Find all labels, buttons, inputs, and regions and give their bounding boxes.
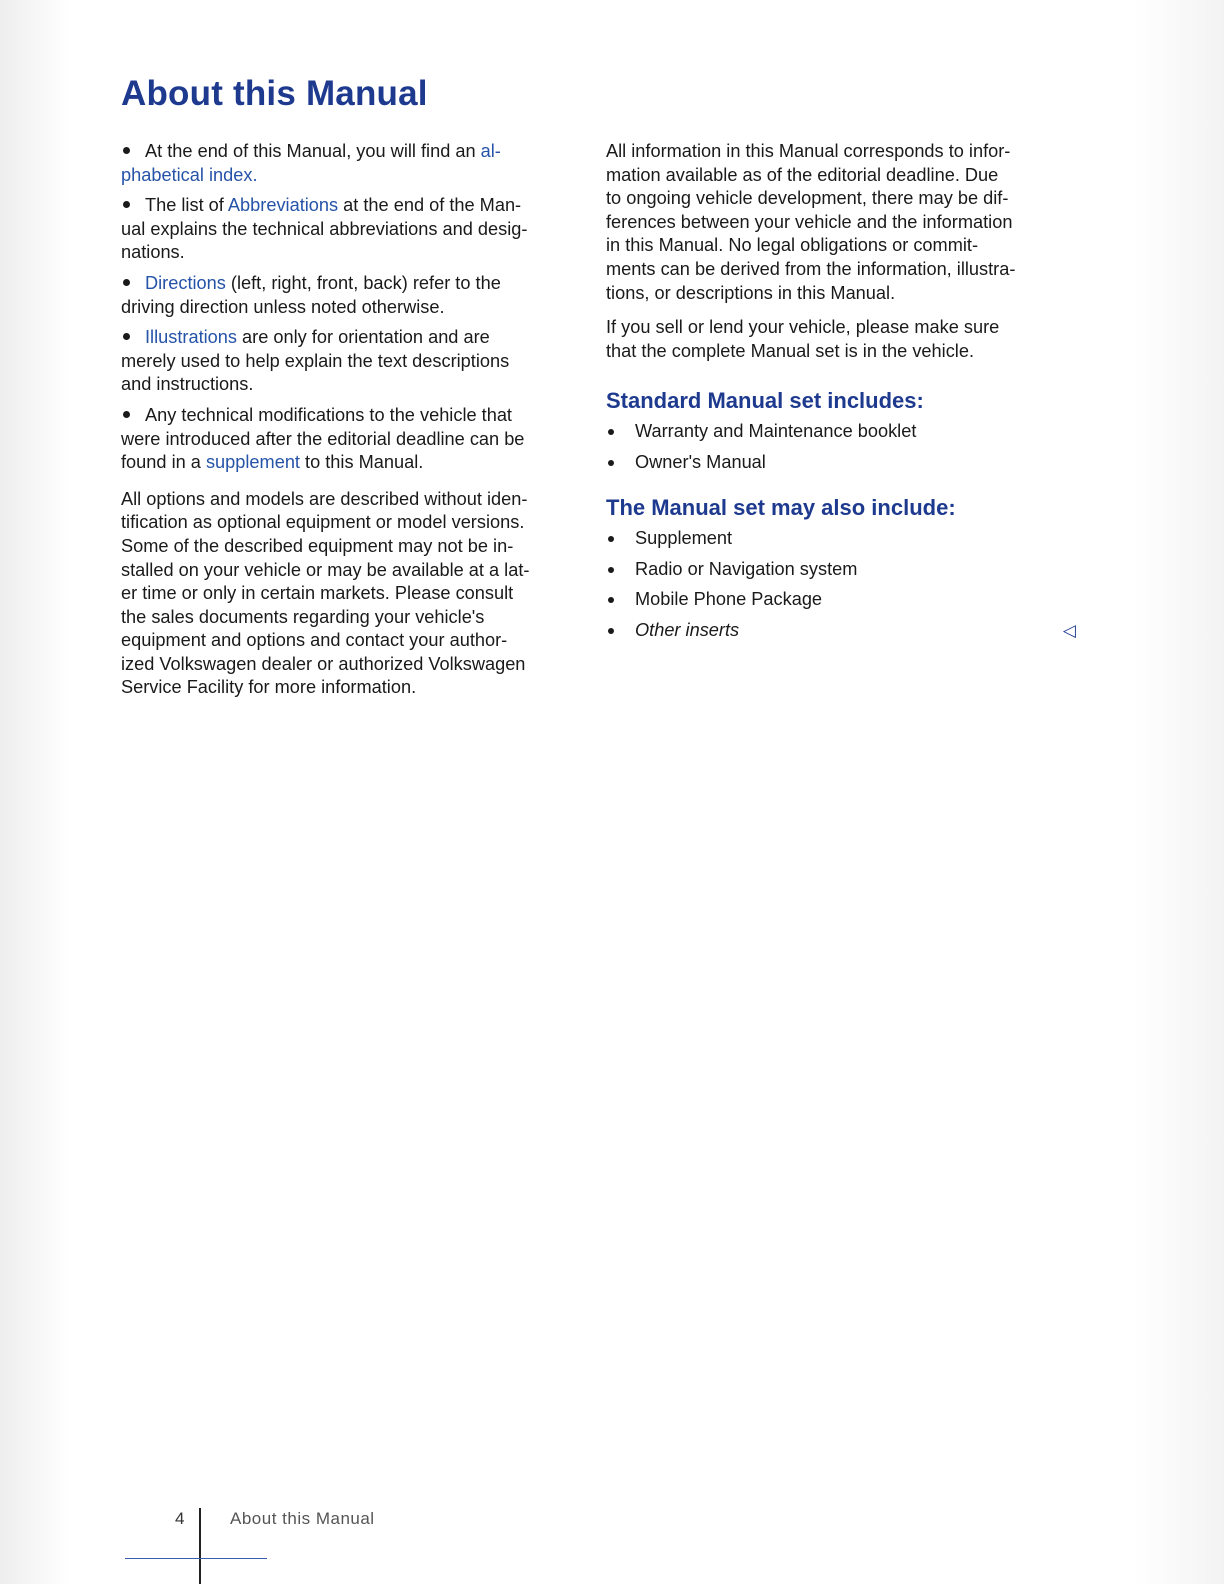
bullet-item <box>121 326 566 397</box>
bullet-icon <box>608 628 614 634</box>
bullet-item <box>121 140 566 187</box>
page-edge-shadow-right <box>1134 0 1224 1584</box>
bullet-text: The list of <box>145 195 228 216</box>
list-item: Mobile Phone Package <box>606 588 1076 619</box>
end-of-section-icon: ◁ <box>1062 620 1076 640</box>
list-item: Other inserts ◁ <box>606 619 1076 650</box>
standard-set-list <box>606 420 1076 481</box>
bullet-icon <box>608 536 614 542</box>
bullet-icon <box>608 429 614 435</box>
information-paragraph: All information in this Manual corresponds to infor- mation available as of the editorial deadline. Due to ongoing vehicle development, there may be dif- ferences between your vehicle and the information in this Manual. No legal obligations or commit- ments can be derived from the information, illustra- tions, or descriptions in this Manual. <box>606 141 1016 303</box>
optional-set-heading: The Manual set may also include: <box>606 495 956 521</box>
bullet-item <box>121 194 566 265</box>
options-paragraph: All options and models are described without iden- tification as optional equipment or model versions. Some of the described equipment may not be in- stalled on your vehicle or may be available at a lat- er time or only in certain markets. Please consult the sales documents regarding your vehicle's equipment and options and contact your author- ized Volkswagen dealer or authorized Volkswagen Service Facility for more information. <box>121 488 530 698</box>
bullet-text: (left, right, front, back) refer to the driving direction unless noted otherwise. <box>121 272 501 317</box>
page-number: 4 <box>175 1509 185 1528</box>
sell-lend-paragraph: If you sell or lend your vehicle, please make sure that the complete Manual set is in the vehicle. <box>606 317 1000 361</box>
footer-section-title: About this Manual <box>230 1509 375 1528</box>
page-edge-shadow-left <box>0 0 72 1584</box>
list-item: Warranty and Maintenance booklet <box>606 420 1076 451</box>
page-title: About this Manual <box>121 74 428 113</box>
cross-reference-link[interactable]: Directions <box>145 272 226 293</box>
bullet-icon <box>123 279 130 286</box>
footer-divider <box>199 1508 201 1584</box>
bullet-icon <box>608 597 614 603</box>
list-item: Radio or Navigation system <box>606 558 1076 589</box>
bullet-icon <box>123 411 130 418</box>
list-item: Owner's Manual <box>606 451 1076 482</box>
bullet-icon <box>123 147 130 154</box>
bullet-item <box>121 404 566 475</box>
cross-reference-link[interactable]: al- phabetical index. <box>121 141 501 185</box>
left-column <box>121 140 566 700</box>
bullet-text: Any technical modifications to the vehicle that were introduced after the editorial deadline can be found in a <box>121 404 525 473</box>
bullet-text: At the end of this Manual, you will find an <box>145 141 481 161</box>
intro-bullet-list <box>121 140 566 475</box>
bullet-text: to this Manual. <box>299 452 424 473</box>
cross-reference-link[interactable]: supplement <box>205 452 300 473</box>
bullet-icon <box>123 201 130 208</box>
bullet-text: are only for orientation and are merely used to help explain the text descriptions and instructions. <box>121 327 510 395</box>
bullet-item <box>121 272 566 319</box>
footer-underline <box>125 1558 267 1559</box>
right-column <box>606 140 1076 649</box>
cross-reference-link[interactable]: Abbreviations <box>227 195 339 216</box>
bullet-icon <box>123 333 130 340</box>
list-item: Supplement <box>606 527 1076 558</box>
optional-set-list <box>606 527 1076 649</box>
bullet-icon <box>608 460 614 466</box>
bullet-icon <box>608 567 614 573</box>
bullet-text: at the end of the Man- ual explains the technical abbreviations and desig- nations. <box>121 195 528 263</box>
standard-set-heading: Standard Manual set includes: <box>606 388 924 414</box>
cross-reference-link[interactable]: Illustrations <box>145 327 237 348</box>
